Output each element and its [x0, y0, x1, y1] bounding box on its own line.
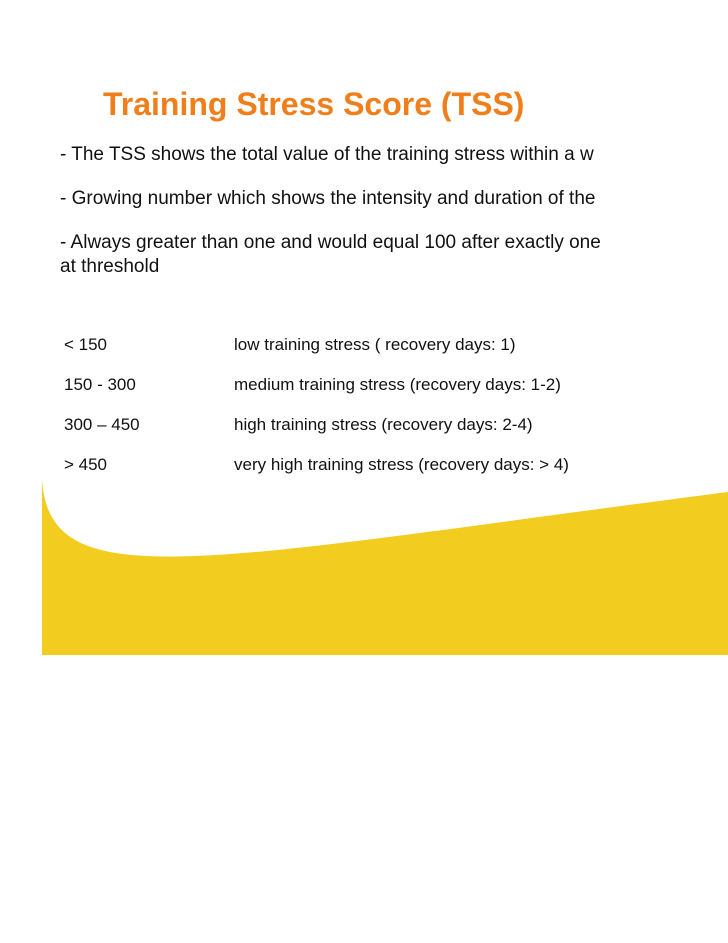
bullet-always-greater	[60, 231, 601, 279]
tss-range-cell: < 150	[64, 335, 108, 354]
tss-range-table	[60, 334, 569, 494]
tss-description-cell: high training stress (recovery days: 2-4)	[234, 415, 533, 434]
tss-description-cell: low training stress ( recovery days: 1)	[234, 335, 516, 354]
bullet-tss-total-value: - The TSS shows the total value of the training stress within a w	[60, 144, 594, 165]
table-row	[60, 454, 569, 494]
tss-description-cell: medium training stress (recovery days: 1-2)	[234, 375, 561, 394]
slide-title: Training Stress Score (TSS)	[103, 86, 525, 122]
tss-range-cell: 150 - 300	[64, 375, 136, 394]
tss-description-cell: very high training stress (recovery days: > 4)	[234, 455, 569, 474]
table-row	[60, 374, 569, 414]
table-row	[60, 334, 569, 374]
tss-range-cell: 300 – 450	[64, 415, 140, 434]
bullet-growing-number: - Growing number which shows the intensity and duration of the	[60, 188, 596, 209]
tss-range-cell: > 450	[64, 455, 108, 474]
yellow-swoosh-path	[42, 478, 728, 655]
table-row	[60, 414, 569, 454]
bullet-always-greater-line1: - Always greater than one and would equal 100 after exactly one	[60, 232, 601, 253]
bullet-always-greater-line2: at threshold	[60, 256, 160, 277]
